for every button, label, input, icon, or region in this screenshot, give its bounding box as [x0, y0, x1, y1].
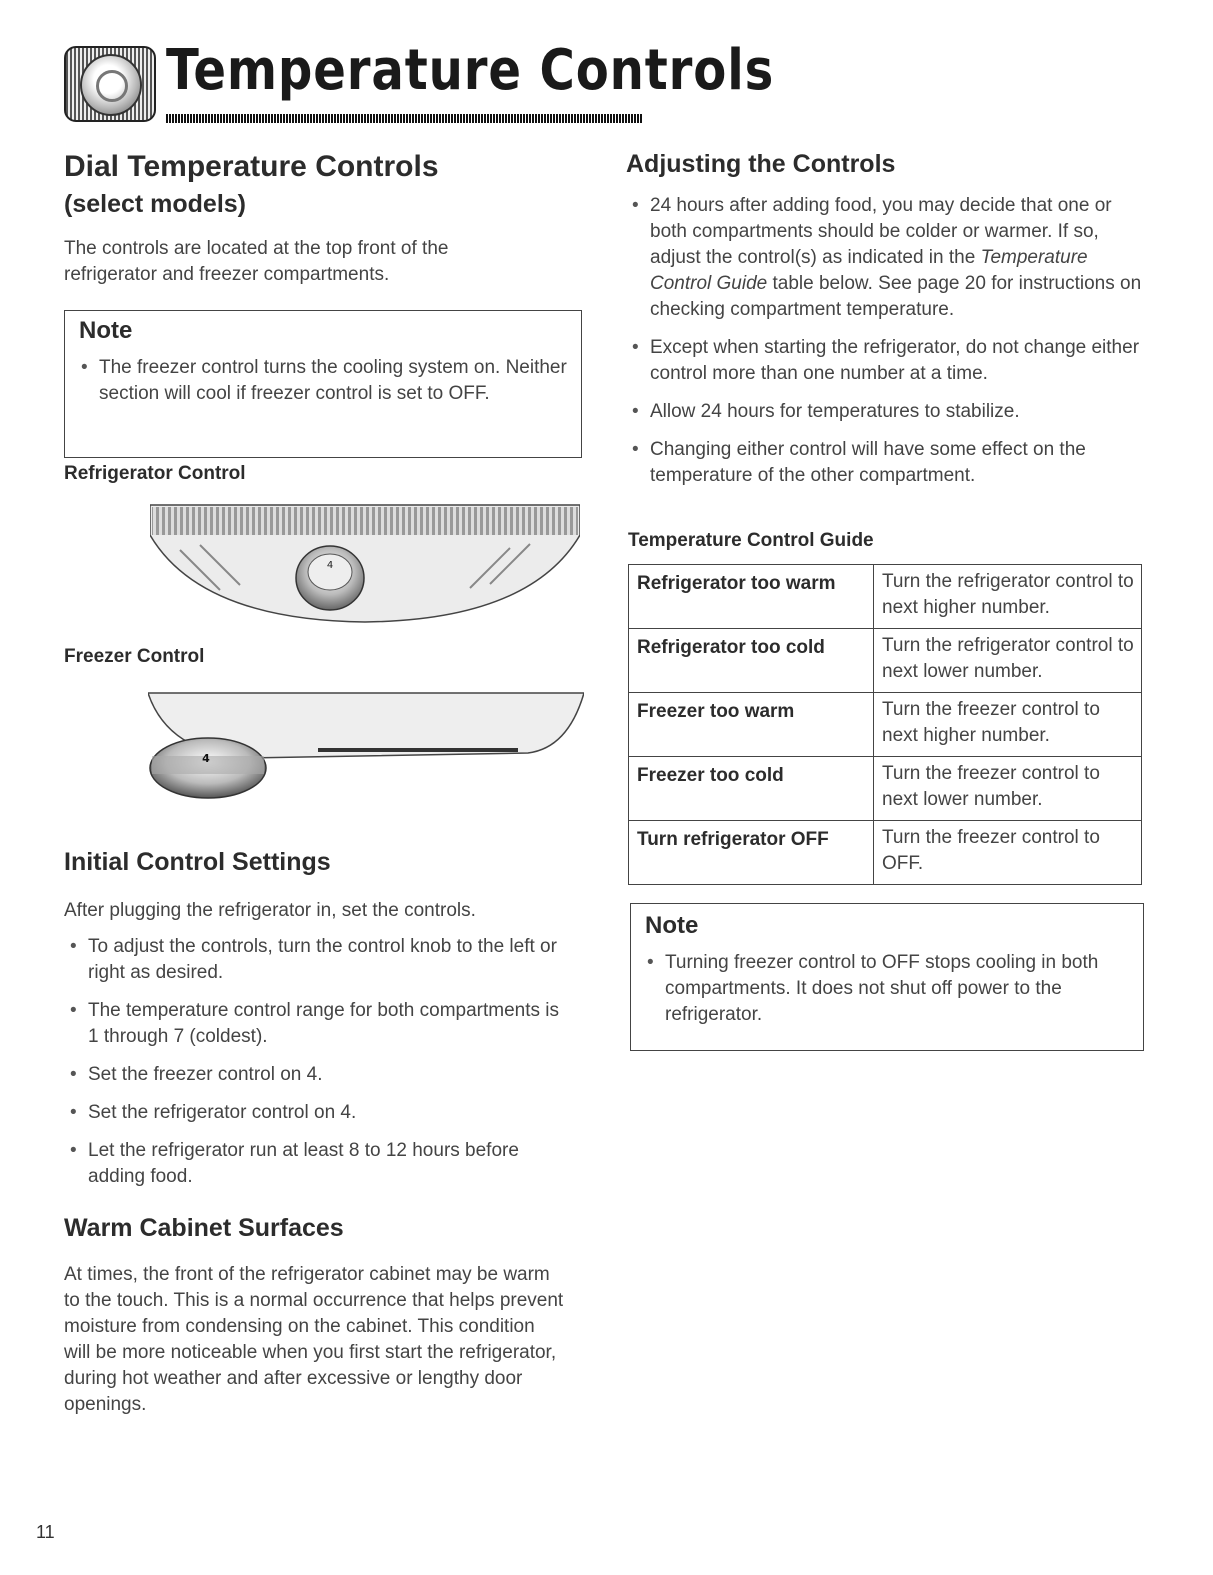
action-cell: Turn the freezer control to next higher number.: [874, 693, 1142, 757]
list-item: • Turning freezer control to OFF stops cooling in both compartments. It does not shut off power to the refrigerator.: [641, 950, 1133, 1028]
note-title: Note: [645, 912, 699, 939]
dial-controls-heading: Dial Temperature Controls: [64, 150, 439, 183]
table-row: [629, 821, 1142, 885]
note-list: [65, 345, 581, 413]
page-title: Temperature Controls: [166, 38, 775, 103]
note-box-freezer: [64, 310, 582, 458]
dial-knob-icon: [64, 46, 156, 122]
temperature-control-guide-table: [628, 564, 1142, 885]
warm-surfaces-text: At times, the front of the refrigerator cabinet may be warm to the touch. This is a normal occurrence that helps prevent moisture from condensing on the cabinet. This condition will be more noticeable when you first start the refrigerator, during hot weather and after excessive or lengthy door openings.: [64, 1264, 564, 1415]
action-cell: Turn the refrigerator control to next higher number.: [874, 565, 1142, 629]
warm-surfaces-heading: Warm Cabinet Surfaces: [64, 1214, 344, 1242]
freezer-control-illustration: [148, 688, 584, 803]
list-item: • Set the freezer control on 4.: [64, 1062, 564, 1088]
condition-cell: Freezer too warm: [629, 693, 874, 757]
initial-settings-list: [64, 934, 564, 1202]
condition-cell: Refrigerator too cold: [629, 629, 874, 693]
initial-intro: After plugging the refrigerator in, set the controls.: [64, 900, 476, 921]
list-item: • Allow 24 hours for temperatures to stabilize.: [626, 399, 1142, 425]
note-box-off: [630, 903, 1144, 1051]
guide-reference: Temperature Control Guide: [650, 247, 1088, 294]
action-cell: Turn the freezer control to next lower number.: [874, 757, 1142, 821]
initial-settings-heading: Initial Control Settings: [64, 848, 331, 876]
table-row: [629, 629, 1142, 693]
refrigerator-dial-number: 4: [326, 560, 334, 571]
select-models-subheading: (select models): [64, 190, 247, 218]
intro-text: The controls are located at the top front of the refrigerator and freezer compartments.: [64, 238, 449, 285]
note-title: Note: [79, 317, 133, 344]
adjust-text-a: 24 hours after adding food, you may decide that one or both compartments should be colder or warmer. If so, adjust the control(s) as indicated in the: [650, 195, 1112, 268]
refrigerator-control-illustration: [150, 500, 580, 635]
list-item: [626, 193, 1142, 323]
title-rule: [166, 114, 642, 123]
adjusting-controls-heading: Adjusting the Controls: [626, 150, 896, 178]
table-row: [629, 693, 1142, 757]
condition-cell: Freezer too cold: [629, 757, 874, 821]
action-cell: Turn the refrigerator control to next lower number.: [874, 629, 1142, 693]
freezer-control-label: Freezer Control: [64, 646, 205, 667]
action-cell: Turn the freezer control to OFF.: [874, 821, 1142, 885]
condition-cell: Turn refrigerator OFF: [629, 821, 874, 885]
table-row: [629, 565, 1142, 629]
page-header: [64, 38, 775, 128]
list-item: • Changing either control will have some effect on the temperature of the other compartment.: [626, 437, 1142, 489]
list-item: • Set the refrigerator control on 4.: [64, 1100, 564, 1126]
condition-cell: Refrigerator too warm: [629, 565, 874, 629]
list-item: • Let the refrigerator run at least 8 to 12 hours before adding food.: [64, 1138, 564, 1190]
refrigerator-control-label: Refrigerator Control: [64, 463, 246, 484]
table-row: [629, 757, 1142, 821]
list-item: • To adjust the controls, turn the control knob to the left or right as desired.: [64, 934, 564, 986]
list-item: • The freezer control turns the cooling system on. Neither section will cool if freezer control is set to OFF.: [75, 355, 571, 407]
page-number: 11: [36, 1522, 55, 1542]
list-item: • Except when starting the refrigerator, do not change either control more than one number at a time.: [626, 335, 1142, 387]
list-item: • The temperature control range for both compartments is 1 through 7 (coldest).: [64, 998, 564, 1050]
freezer-dial-number: 4: [202, 752, 210, 765]
guide-title: Temperature Control Guide: [628, 530, 874, 551]
adjusting-list: [626, 193, 1142, 501]
note-list: [631, 940, 1143, 1034]
adjust-text-b: table below. See page 20 for instructions on checking compartment temperature.: [650, 273, 1142, 320]
